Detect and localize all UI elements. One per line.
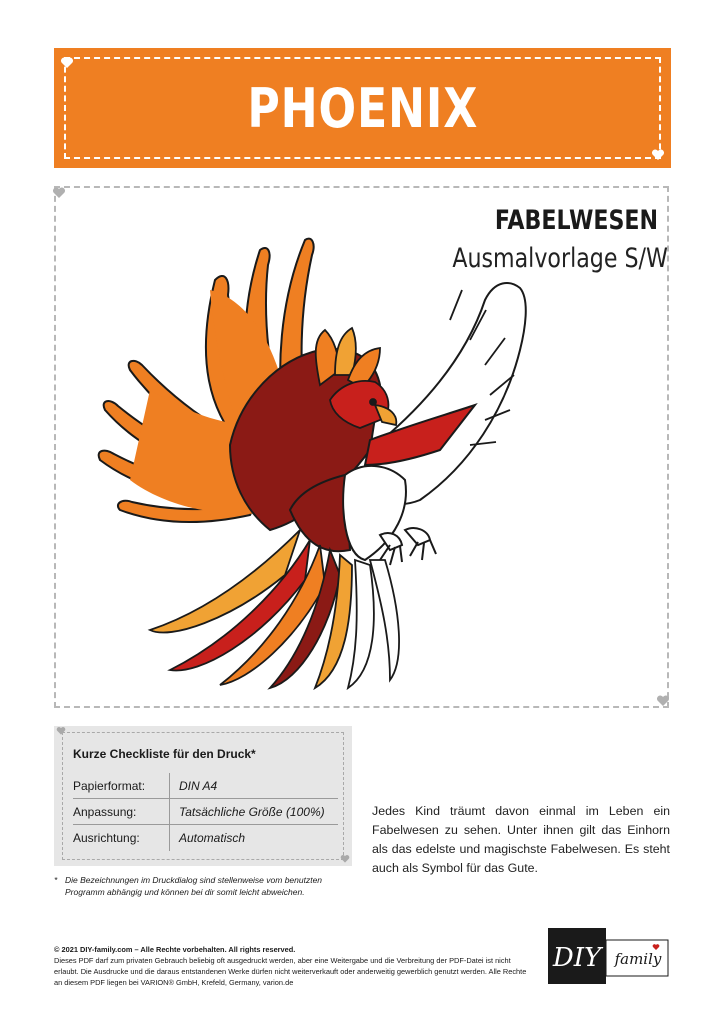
template-subtitle: Ausmalvorlage S/W [452, 243, 668, 274]
category-heading: FABELWESEN [494, 205, 658, 236]
divider [169, 799, 170, 825]
heart-icon [656, 694, 670, 708]
print-checklist [54, 726, 352, 866]
footnote-marker: * [54, 875, 58, 885]
checklist-label: Anpassung: [73, 805, 137, 819]
heart-icon [52, 186, 66, 200]
title-banner [54, 48, 671, 168]
print-footnote [54, 874, 364, 898]
legal-text: Dieses PDF darf zum privaten Gebrauch beliebig oft ausgedruckt werden, aber eine Weitergabe und die Verbreitung der PDF-Datei ist nicht erlaubt. Die Ausdrucke und die daraus entstandenen Werke dürfen nicht weiterverkauft oder anderweitig gewerblich genutzt werden. Alle Rechte an diesem PDF liegen bei VARION® GmbH, Krefeld, Germany, varion.de [54, 956, 527, 987]
checklist-value: DIN A4 [179, 779, 218, 793]
checklist-row [73, 799, 338, 825]
description-text: Jedes Kind träumt davon einmal im Leben ein Fabelwesen zu sehen. Unter ihnen gilt das Einhorn als das edelste und magischste Fabelwesen. Es steht auch als Symbol für das Gute. [372, 804, 670, 875]
checklist-label: Papierformat: [73, 779, 146, 793]
checklist-label: Ausrichtung: [73, 831, 140, 845]
copyright-line: © 2021 DIY-family.com – Alle Rechte vorbehalten. All rights reserved. [54, 945, 296, 954]
heart-icon [56, 726, 66, 736]
checklist-row [73, 773, 338, 799]
footnote-text: Die Bezeichnungen im Druckdialog sind stellenweise vom benutzten Programm abhängig und können bei dir somit leicht abweichen. [65, 875, 323, 897]
heart-icon [340, 854, 350, 864]
heart-icon [651, 148, 665, 162]
checklist-dashed-frame [62, 732, 344, 860]
diy-family-logo [548, 928, 672, 984]
logo-family-text: family [614, 950, 662, 968]
checklist-value: Automatisch [179, 831, 246, 845]
copyright-notice [54, 944, 534, 988]
banner-dashed-frame [64, 57, 661, 159]
checklist-row [73, 825, 338, 851]
phoenix-illustration [90, 210, 550, 690]
divider [169, 825, 170, 851]
logo-diy-text: DIY [552, 943, 602, 973]
checklist-value: Tatsächliche Größe (100%) [179, 805, 325, 819]
page-title: PHOENIX [247, 76, 478, 140]
checklist-title: Kurze Checkliste für den Druck* [73, 747, 256, 761]
divider [169, 773, 170, 799]
